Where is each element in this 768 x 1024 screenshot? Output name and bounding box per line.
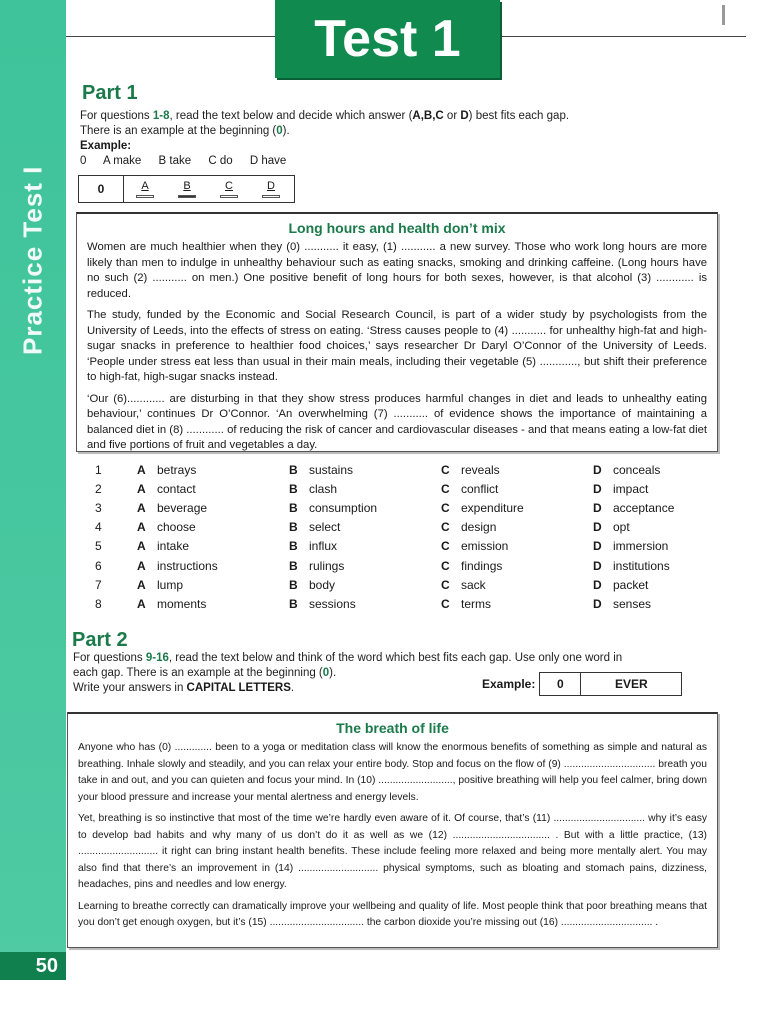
part1-example-options: 0 A make B take C do D have (80, 155, 287, 167)
example-number: 0 (539, 672, 581, 696)
options-row: 2 A contact B clash C conflict D impact (95, 481, 649, 496)
passage1 (76, 212, 718, 452)
sidebar (0, 0, 66, 965)
passage1-title: Long hours and health don’t mix (288, 220, 506, 236)
part2-instructions: For questions 9-16, read the text below and think of the word which best fits each gap. Use only one word in each gap. There is an example at the beginning (0). Write your answers in CAPITAL LETTERS. (73, 652, 623, 694)
sidebar-label: Practice Test I (17, 165, 48, 355)
answer-option-a[interactable]: A (124, 176, 166, 202)
options-row: 4 A choose B select C design D opt (95, 520, 630, 535)
part2-heading: Part 2 (72, 629, 128, 651)
options-table (95, 460, 745, 614)
passage1-paragraph: The study, funded by the Economic and Social Research Council, is part of a wider study by psychologists from the University of Leeds, into the effects of stress on eating. ‘Stress causes people to (4) ........... for unhealthy high-fat and high-sugar snacks in preference to healthier food choices,’ says researcher Dr Daryl O’Connor of the University of Leeds. ‘People under stress eat less than usual in their main meals, including their vegetable (5) ............, but shift their preference to high-fat, high-sugar snacks instead. (87, 309, 707, 383)
options-row: 6 A instructions B rulings C findings D institutions (95, 558, 670, 573)
passage1-paragraph: ‘Our (6)............ are disturbing in that they show stress produces harmful changes in diet and leads to unhealthy eating behaviour,’ continues Dr O’Connor. ‘An overwhelming (7) ........... of evidence shows the importance of maintaining a balanced diet in (8) ............ of reducing the risk of cancer and cardiovascular diseases - and that means eating a low-fat diet and five portions of fruit and vegetables a day. (87, 392, 707, 451)
options-row: 1 A betrays B sustains C reveals D conceals (95, 462, 661, 477)
options-row: 5 A intake B influx C emission D immersion (95, 539, 669, 554)
answer-option-c[interactable]: C (208, 176, 250, 202)
test-title: Test 1 (275, 0, 500, 78)
page-number: 50 (0, 952, 66, 980)
options-row: 3 A beverage B consumption C expenditure D acceptance (95, 500, 675, 515)
answer-option-b[interactable]: B (166, 176, 208, 202)
part2-example: Example: 0 EVER (482, 672, 682, 696)
passage2-paragraph: Learning to breathe correctly can dramatically improve your wellbeing and quality of life. Most people think that poor breathing means that you don’t get enough oxygen, but it’s (15) ................................. the carbon dioxide you’re missing out (16) ................................ . (78, 900, 707, 928)
part1-heading: Part 1 (82, 82, 138, 104)
passage2-paragraph: Anyone who has (0) ............. been to a yoga or meditation class will know the enormous benefits of something as simple and natural as breathing. Inhale slowly and steadily, and you can relax your entire body. Stop and focus on the flow of (9) ................................ breath you take in and out, and you can quieten and focus your mind. In (10) .........................., positive breathing will help you feel calmer, bring down your blood pressure and increase your mental alertness and energy levels. (78, 742, 707, 803)
passage1-paragraph: Women are much healthier when they (0) ........... it easy, (1) ........... a new survey. Those who work long hours are more likely than men to indulge in unhealthy behaviour such as eating snacks, smoking and drinking caffeine. (Long hours have no such (2) ........... on men.) One positive benefit of long hours for both sexes, however, is that alcohol (3) ............ is reduced. (87, 241, 707, 300)
example-answer: EVER (581, 672, 682, 696)
answer-option-d[interactable]: D (250, 176, 292, 202)
passage2 (67, 712, 718, 948)
options-row: 7 A lump B body C sack D packet (95, 577, 649, 592)
part1-answer-box (78, 175, 295, 203)
passage2-paragraph: Yet, breathing is so instinctive that most of the time we’re hardly even aware of it. Of course, that’s (11) ................................ why it’s easy to develop bad habits and why many of us don’t do it as well as we (12) .................................. . But with a little practice, (13) ............................ it right can bring instant health benefits. These include feeling more relaxed and being more mentally alert. You may also find that there’s an improvement in (14) ............................ physical symptoms, such as bloating and stomach pains, dizziness, headaches, pins and needles and low energy. (78, 813, 707, 890)
passage2-title: The breath of life (336, 720, 449, 736)
margin-mark (722, 5, 725, 25)
options-row: 8 A moments B sessions C terms D senses (95, 596, 652, 611)
answer-number: 0 (79, 176, 124, 202)
part1-instructions: For questions 1-8, read the text below and decide which answer (A,B,C or D) best fits each gap. There is an example at the beginning (0). Example: (80, 110, 570, 152)
